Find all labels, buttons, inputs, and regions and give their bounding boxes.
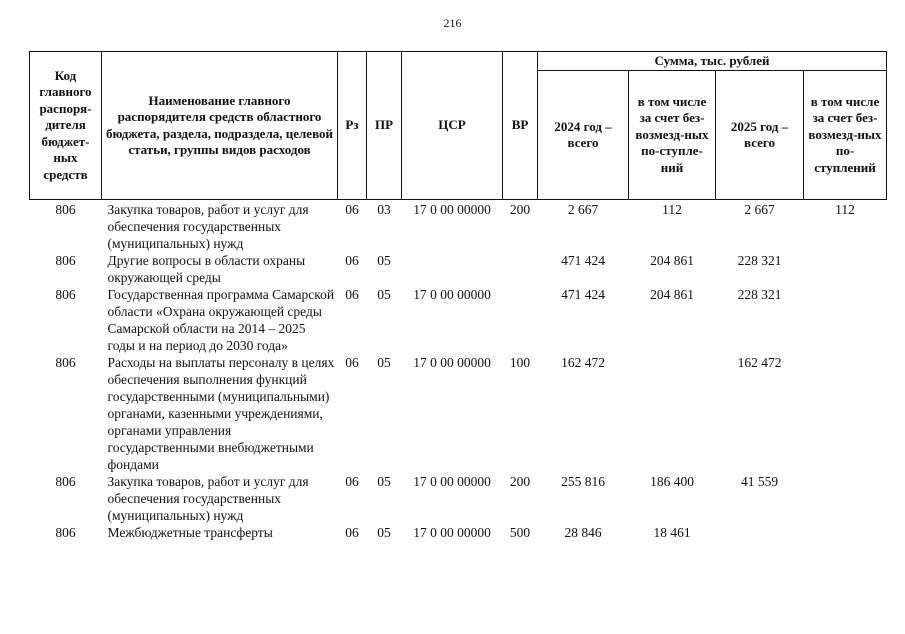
- row-2025-total: 162 472: [737, 355, 782, 370]
- row-2025-grants: [804, 524, 887, 541]
- header-2024-total: 2024 год – всего: [538, 71, 629, 200]
- row-csr: 17 0 00 00000: [413, 202, 491, 217]
- header-code: Код главного распоря-дителя бюджет-ных средств: [30, 52, 102, 200]
- row-code: 806: [55, 202, 76, 217]
- row-code: 806: [55, 355, 76, 370]
- table-row: [30, 473, 887, 524]
- row-rz: 06: [345, 355, 359, 370]
- row-vr: [503, 252, 538, 286]
- table-row: [30, 252, 887, 286]
- header-pr: ПР: [367, 52, 402, 200]
- budget-table: [29, 51, 887, 541]
- row-code: 806: [55, 474, 76, 489]
- table-row: [30, 200, 887, 253]
- header-vr: ВР: [503, 52, 538, 200]
- row-pr: 05: [377, 525, 391, 540]
- row-name: Расходы на выплаты персоналу в целях обеспечения выполнения функций государственными (муниципальными) органами, казенными учреждениями, органами управления государственными внебюджетными фондами: [107, 355, 335, 472]
- header-2025-grants: в том числе за счет без-возмезд-ных по-ступлений: [804, 71, 887, 200]
- row-2025-grants: [804, 252, 887, 286]
- row-2025-grants: [804, 354, 887, 473]
- row-vr: 200: [509, 202, 531, 217]
- table-row: [30, 354, 887, 473]
- row-2025-grants: [804, 473, 887, 524]
- row-2024-total: 2 667: [567, 202, 599, 217]
- row-name: Закупка товаров, работ и услуг для обеспечения государственных (муниципальных) нужд: [107, 474, 309, 523]
- row-vr: [503, 286, 538, 354]
- row-2024-total: 28 846: [564, 525, 602, 540]
- row-csr: [402, 252, 503, 286]
- row-csr: 17 0 00 00000: [413, 287, 491, 302]
- row-rz: 06: [345, 287, 359, 302]
- row-rz: 06: [345, 253, 359, 268]
- row-name: Другие вопросы в области охраны окружающей среды: [107, 253, 306, 285]
- row-2024-total: 255 816: [561, 474, 605, 489]
- row-pr: 05: [377, 474, 391, 489]
- row-rz: 06: [345, 202, 359, 217]
- header-sum: Сумма, тыс. рублей: [538, 52, 887, 71]
- row-vr: 200: [509, 474, 531, 489]
- row-2024-total: 162 472: [561, 355, 605, 370]
- row-2024-total: 471 424: [561, 287, 605, 302]
- row-csr: 17 0 00 00000: [413, 525, 491, 540]
- header-2024-grants: в том числе за счет без-возмезд-ных по-ступле-ний: [629, 71, 716, 200]
- page-number: 216: [443, 16, 462, 30]
- row-pr: 03: [377, 202, 391, 217]
- row-code: 806: [55, 287, 76, 302]
- row-pr: 05: [377, 287, 391, 302]
- row-code: 806: [55, 525, 76, 540]
- row-rz: 06: [345, 474, 359, 489]
- row-2025-total: 228 321: [737, 253, 782, 268]
- row-2024-grants: 186 400: [650, 474, 694, 489]
- header-name: Наименование главного распорядителя средств областного бюджета, раздела, подраздела, целевой статьи, группы видов расходов: [102, 52, 338, 200]
- row-2025-grants: [804, 286, 887, 354]
- header-csr: ЦСР: [402, 52, 503, 200]
- row-2024-total: 471 424: [561, 253, 605, 268]
- row-name: Государственная программа Самарской области «Охрана окружающей среды Самарской области на 2014 – 2025 годы и на период до 2030 года»: [107, 287, 335, 353]
- row-code: 806: [55, 253, 76, 268]
- row-name: Закупка товаров, работ и услуг для обеспечения государственных (муниципальных) нужд: [107, 202, 309, 251]
- row-2025-grants: 112: [835, 202, 855, 217]
- row-pr: 05: [377, 253, 391, 268]
- row-2025-total: 41 559: [740, 474, 779, 489]
- row-2024-grants: 204 861: [650, 253, 694, 268]
- row-vr: 500: [509, 525, 531, 540]
- table-row: [30, 524, 887, 541]
- table-row: [30, 286, 887, 354]
- header-2025-total: 2025 год – всего: [716, 71, 804, 200]
- row-csr: 17 0 00 00000: [413, 474, 491, 489]
- row-2025-total: [716, 524, 804, 541]
- row-pr: 05: [377, 355, 391, 370]
- header-rz: Рз: [338, 52, 367, 200]
- row-2024-grants: 18 461: [653, 525, 691, 540]
- row-2024-grants: 204 861: [650, 287, 694, 302]
- row-vr: 100: [509, 355, 531, 370]
- row-2024-grants: 112: [662, 202, 682, 217]
- row-2025-total: 2 667: [744, 202, 775, 217]
- row-name: Межбюджетные трансферты: [107, 525, 273, 540]
- row-rz: 06: [345, 525, 359, 540]
- row-2025-total: 228 321: [737, 287, 782, 302]
- row-csr: 17 0 00 00000: [413, 355, 491, 370]
- row-2024-grants: [629, 354, 716, 473]
